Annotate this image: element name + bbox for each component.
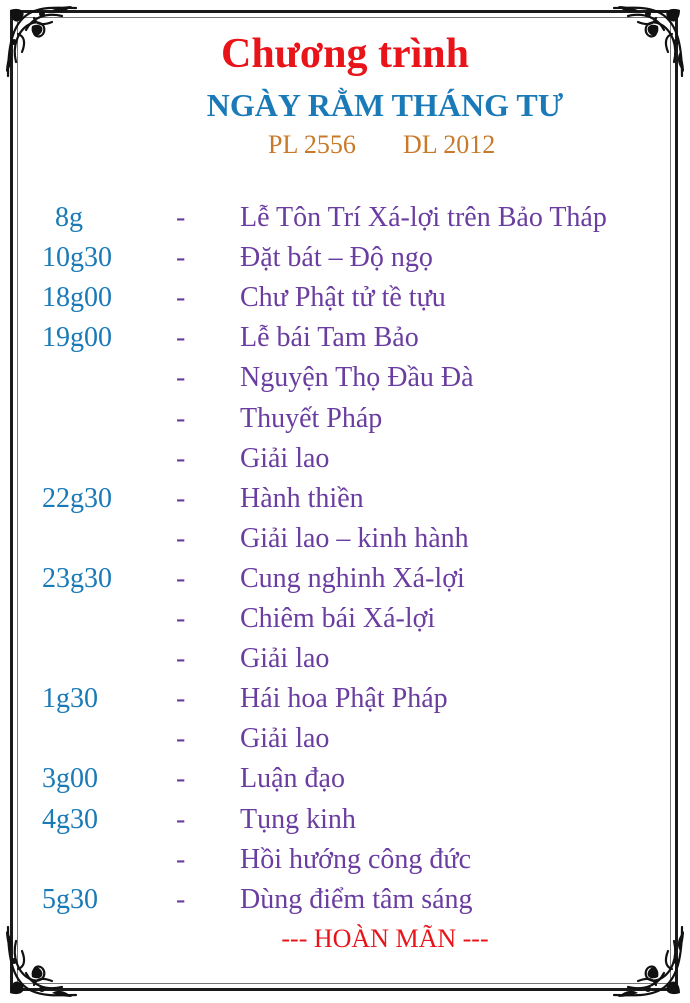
schedule-row (0, 679, 690, 719)
schedule-activity: Chư Phật tử tề tựu (240, 282, 446, 313)
schedule-dash: - (176, 643, 186, 674)
schedule-time: 10g30 (42, 242, 112, 273)
schedule-dash: - (176, 884, 186, 915)
schedule-activity: Hồi hướng công đức (240, 844, 472, 875)
schedule-dash: - (176, 763, 186, 794)
schedule-activity: Giải lao (240, 443, 330, 474)
schedule-row (0, 399, 690, 439)
schedule-activity: Lễ Tôn Trí Xá-lợi trên Bảo Tháp (240, 202, 607, 233)
schedule-activity: Hái hoa Phật Pháp (240, 683, 448, 714)
schedule-activity: Tụng kinh (240, 804, 356, 835)
schedule-activity: Hành thiền (240, 483, 364, 514)
schedule-time: 23g30 (42, 563, 112, 594)
schedule-row (0, 358, 690, 398)
schedule-dash: - (176, 844, 186, 875)
schedule-dash: - (176, 563, 186, 594)
schedule-row (0, 318, 690, 358)
schedule-dash: - (176, 403, 186, 434)
schedule-row (0, 639, 690, 679)
schedule-dash: - (176, 242, 186, 273)
schedule-dash: - (176, 362, 186, 393)
schedule-activity: Nguyện Thọ Đầu Đà (240, 362, 474, 393)
closing-text: --- HOÀN MÃN --- (281, 924, 489, 953)
schedule-row (0, 559, 690, 599)
schedule-row (0, 439, 690, 479)
schedule-time: 8g (55, 202, 83, 233)
schedule-activity: Lễ bái Tam Bảo (240, 322, 419, 353)
schedule-time: 18g00 (42, 282, 112, 313)
schedule-activity: Giải lao – kinh hành (240, 523, 469, 554)
schedule-activity: Giải lao (240, 723, 330, 754)
schedule-dash: - (176, 603, 186, 634)
schedule-dash: - (176, 202, 186, 233)
schedule-dash: - (176, 322, 186, 353)
schedule-activity: Cung nghinh Xá-lợi (240, 563, 465, 594)
schedule-row (0, 759, 690, 799)
schedule-dash: - (176, 683, 186, 714)
schedule-time: 1g30 (42, 683, 98, 714)
schedule-activity: Giải lao (240, 643, 330, 674)
schedule-dash: - (176, 804, 186, 835)
schedule-activity: Thuyết Pháp (240, 403, 383, 434)
schedule-time: 22g30 (42, 483, 112, 514)
schedule-activity: Luận đạo (240, 763, 345, 794)
schedule-dash: - (176, 523, 186, 554)
schedule-row (0, 719, 690, 759)
gregorian-year: DL 2012 (403, 130, 496, 159)
schedule-dash: - (176, 723, 186, 754)
schedule-time: 4g30 (42, 804, 98, 835)
buddhist-year: PL 2556 (268, 130, 356, 159)
page-subtitle: NGÀY RẰM THÁNG TƯ (206, 87, 564, 123)
schedule-row (0, 278, 690, 318)
schedule-row (0, 599, 690, 639)
schedule-activity: Chiêm bái Xá-lợi (240, 603, 436, 634)
schedule-row (0, 198, 690, 238)
schedule-row (0, 880, 690, 920)
schedule-time: 5g30 (42, 884, 98, 915)
schedule-time: 19g00 (42, 322, 112, 353)
page-title: Chương trình (220, 31, 470, 77)
schedule-row (0, 840, 690, 880)
schedule-dash: - (176, 483, 186, 514)
schedule-dash: - (176, 443, 186, 474)
schedule-activity: Đặt bát – Độ ngọ (240, 242, 433, 273)
schedule-row (0, 479, 690, 519)
schedule-time: 3g00 (42, 763, 98, 794)
schedule-row (0, 519, 690, 559)
schedule-dash: - (176, 282, 186, 313)
schedule-activity: Dùng điểm tâm sáng (240, 884, 473, 915)
schedule-row (0, 800, 690, 840)
schedule-row (0, 238, 690, 278)
